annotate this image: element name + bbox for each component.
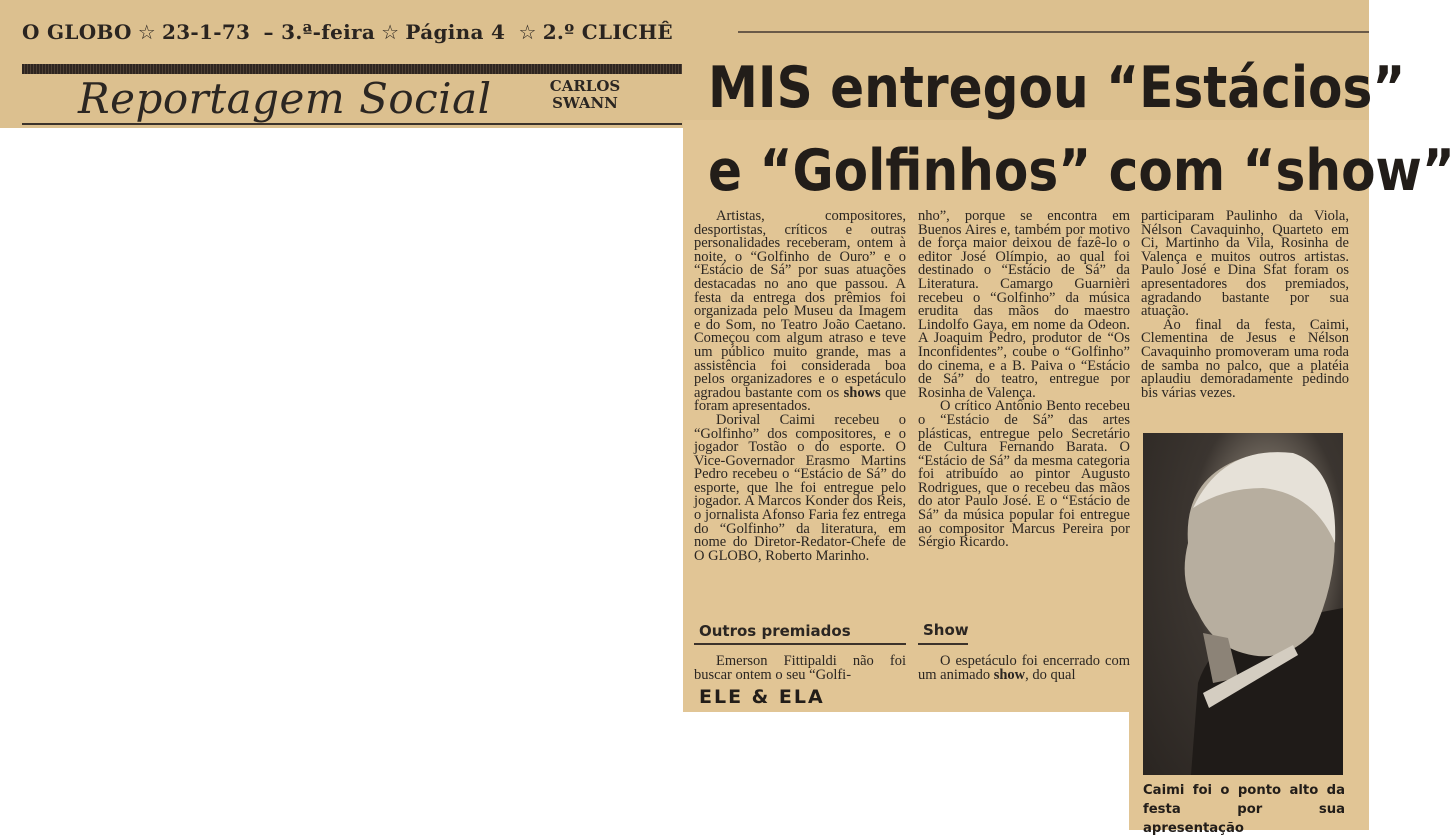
- column-header-bottom-rule: [22, 123, 682, 125]
- star-icon: ☆: [518, 20, 537, 44]
- byline-first-name: CARLOS: [549, 77, 621, 95]
- emphasis-text: show: [993, 666, 1026, 683]
- paragraph: Emerson Fittipaldi não foi buscar ontem o seu “Golfi-: [694, 653, 906, 683]
- page-number: Página 4: [405, 20, 506, 44]
- paragraph: Ao final da festa, Caimi, Clementina de Jesus e Nélson Cavaquinho promoveram uma roda de samba no palco, que a platéia aplaudiu demoradamente pedindo bis várias vezes.: [1141, 316, 1349, 401]
- subhead-rule: [918, 643, 968, 645]
- paragraph-text: Artistas, compositores, desportistas, críticos e outras personalidades receberam, ontem à noite, o “Golfinho de Ouro” e o “Estácio de Sá” por suas atuações destacadas no ano que passou. A festa da entrega dos prêmios foi organizada pelo Museu da Imagem e do Som, no Teatro João Caetano. Começou com algum atraso e teve um público muito grande, mas a assistência foi considerada boa pelos organizadores e o espetáculo agradou bastante com os: [694, 208, 906, 401]
- edition-label: 2.º CLICHÊ: [542, 20, 673, 44]
- issue-weekday: – 3.ª-feira: [263, 20, 376, 44]
- masthead-rule: [738, 31, 1369, 33]
- section-title: Reportagem Social: [78, 74, 492, 123]
- paragraph-text: , do qual: [1025, 666, 1076, 683]
- subhead-show: Show: [923, 621, 969, 639]
- article-column-2-continued: [918, 655, 1130, 682]
- article-column-1-continued: [694, 655, 906, 682]
- headline-line-2: e “Golfinhos” com “show”: [708, 138, 1455, 204]
- subhead-other-awards: Outros premiados: [699, 622, 851, 640]
- star-icon: ☆: [137, 20, 156, 44]
- headline-line-1: MIS entregou “Estácios”: [708, 55, 1406, 121]
- masthead-line: [22, 20, 673, 44]
- paragraph: [694, 210, 906, 414]
- subhead-rule: [694, 643, 906, 645]
- issue-date: 23-1-73: [161, 20, 251, 44]
- portrait-silhouette: [1143, 433, 1343, 775]
- article-column-1: [694, 210, 906, 563]
- byline-last-name: SWANN: [552, 94, 618, 112]
- article-column-2: [918, 210, 1130, 550]
- paragraph: O crítico Antônio Bento recebeu o “Estácio de Sá” das artes plásticas, entregue pelo Secretário de Cultura Fernando Barata. O “Estácio de Sá” da mesma categoria foi atribuído ao pintor Augusto Rodrigues, que o recebeu das mãos do ator Paulo José. E o “Estácio de Sá” da música popular foi entregue ao compositor Marcus Pereira por Sérgio Ricardo.: [918, 398, 1130, 551]
- paragraph-text: O espetáculo foi encerrado com um animado: [918, 653, 1130, 683]
- byline: [540, 78, 630, 112]
- paragraph-text: que foram apresentados.: [694, 384, 907, 415]
- newspaper-name: O GLOBO: [22, 20, 132, 44]
- star-icon: ☆: [381, 20, 400, 44]
- article-column-3: [1141, 210, 1349, 400]
- photo-caption: Caimi foi o ponto alto da festa por sua apresentação: [1143, 783, 1345, 836]
- paragraph: [918, 655, 1130, 682]
- paragraph: participaram Paulinho da Viola, Nélson Cavaquinho, Quarteto em Ci, Martinho da Vila, Rosinha de Valença e muitos outros artistas. Paulo José e Dina Sfat foram os apresentadores dos premiados, agradando bastante por sua atuação.: [1141, 208, 1349, 320]
- emphasis-text: shows: [843, 384, 881, 401]
- paragraph: nho”, porque se encontra em Buenos Aires e, também por motivo de força maior deixou de fazê-lo o editor José Olímpio, ao qual foi destinado o “Estácio de Sá” da Literatura. Camargo Guarnièri recebeu o “Golfinho” da música erudita das mãos do maestro Lindolfo Gaya, em nome da Odeon. A Joaquim Pedro, produtor de “Os Inconfidentes”, coube o “Golfinho” do cinema, e a B. Paiva o “Estácio de Sá” do teatro, entregue por Rosinha de Valença.: [918, 208, 1130, 401]
- performer-photo: [1143, 433, 1343, 775]
- column-header-rule: [22, 64, 682, 74]
- paragraph: Dorival Caimi recebeu o “Golfinho” dos compositores, e o jogador Tostão o do esporte. O Vice-Governador Erasmo Martins Pedro recebeu o “Estácio de Sá” do esporte, que lhe foi entregue pelo jogador. A Marcos Konder dos Reis, o jornalista Afonso Faria fez entrega do “Golfinho” da literatura, em nome do Diretor-Redator-Chefe de O GLOBO, Roberto Marinho.: [694, 411, 906, 564]
- kicker-label: ELE & ELA: [699, 686, 825, 708]
